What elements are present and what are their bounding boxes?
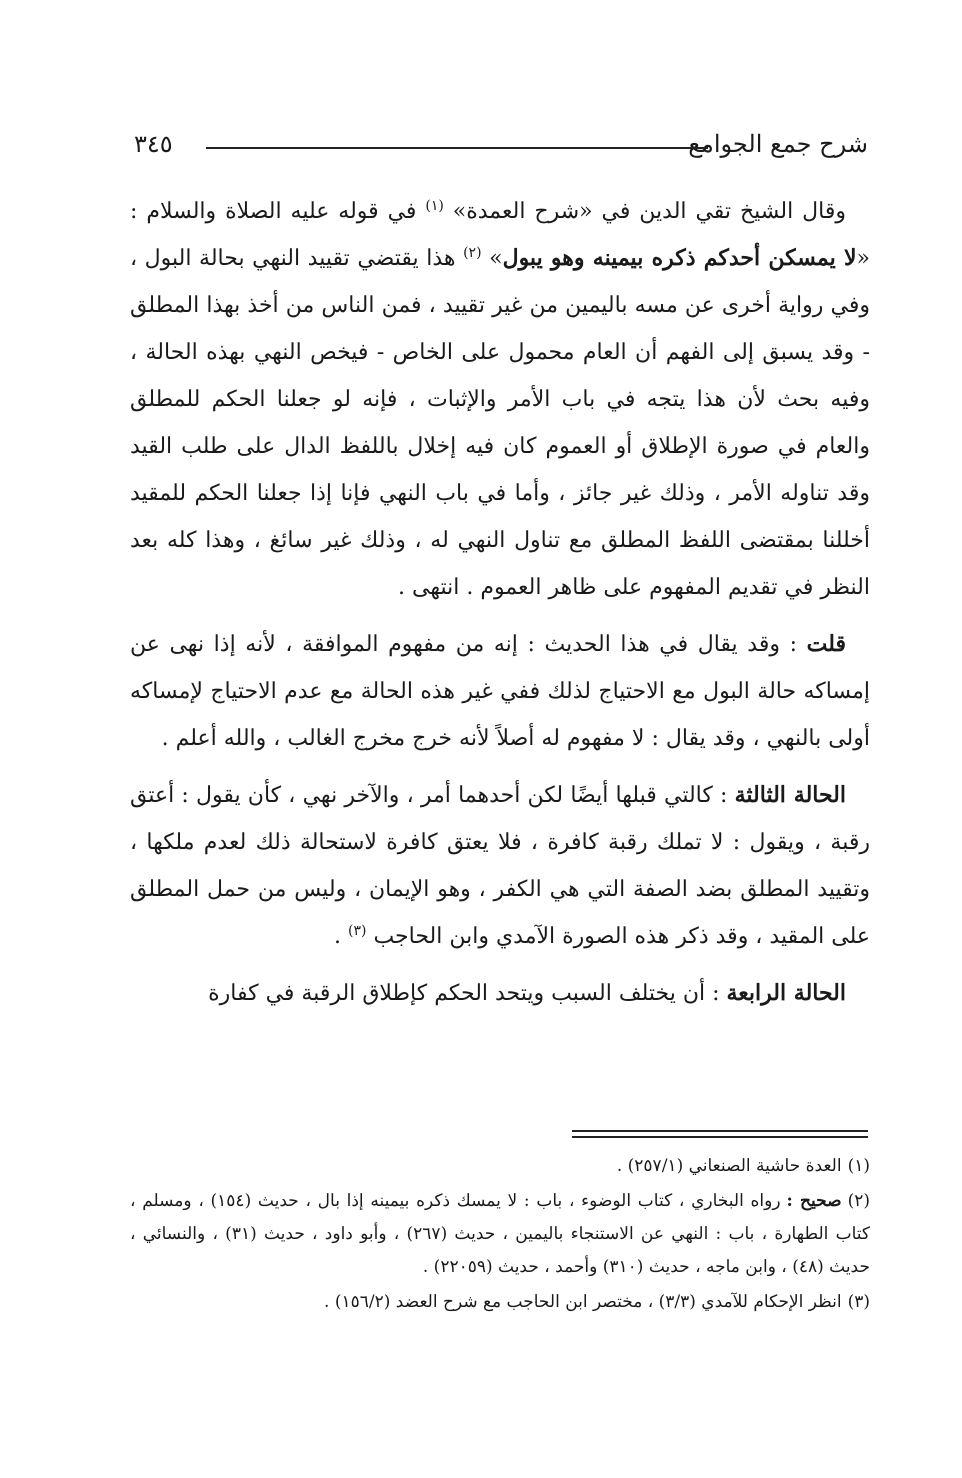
paragraph-3-text: : كالتي قبلها أيضًا لكن أحدهما أمر ، والآخر نهي ، كأن يقول : أعتق رقبة ، ويقول : لا تملك رقبة كافرة ، فلا يعتق كافرة لاستحالة ذلك لعدم ملكها ، وتقييد المطلق بضد الصفة التي هي الكفر ، وهو الإيمان ، وليس من حمل المطلق على المقيد ، وقد ذكر هذه الصورة الآمدي وابن الحاجب <box>130 783 870 949</box>
footnote-3-text: انظر الإحكام للآمدي (٣/٣) ، مختصر ابن الحاجب مع شرح العضد (١٥٦/٢) . <box>324 1292 842 1312</box>
hadith-quote: لا يمسكن أحدكم ذكره بيمينه وهو يبول <box>502 245 857 271</box>
paragraph-2 <box>130 621 870 762</box>
paragraph-4-lead: الحالة الرابعة <box>726 980 846 1006</box>
page-number: ٣٤٥ <box>134 130 173 158</box>
footnote-1-text: العدة حاشية الصنعاني (٢٥٧/١) . <box>616 1156 842 1176</box>
paragraph-3 <box>130 772 870 960</box>
running-header <box>134 128 868 168</box>
footnote-3-number: (٣) <box>847 1292 870 1312</box>
footnote-2-text: رواه البخاري ، كتاب الوضوء ، باب : لا يمسك ذكره بيمينه إذا بال ، حديث (١٥٤) ، ومسلم ، كتاب الطهارة ، باب : النهي عن الاستنجاء باليمين ، حديث (٢٦٧) ، وأبو داود ، حديث (٣١) ، والنسائي ، حديث (٤٨) ، وابن ماجه ، حديث (٣١٠) وأحمد ، حديث (٢٢٠٥٩) . <box>130 1191 871 1277</box>
header-rule <box>206 147 708 149</box>
footnote-1 <box>130 1150 870 1183</box>
footnote-2 <box>130 1185 870 1284</box>
paragraph-1-text-a: وقال الشيخ تقي الدين في «شرح العمدة» <box>452 199 846 224</box>
paragraph-1-text-c: هذا يقتضي تقييد النهي بحالة البول ، وفي رواية أخرى عن مسه باليمين من غير تقييد ، فمن الناس من أخذ بهذا المطلق - وقد يسبق إلى الفهم أن العام محمول على الخاص - فيخص النهي بهذه الحالة ، وفيه بحث لأن هذا يتجه في باب الأمر والإثبات ، فإنه لو جعلنا الحكم للمطلق والعام في صورة الإطلاق أو العموم كان فيه إخلال باللفظ الدال على طلب القيد وقد تناوله الأمر ، وذلك غير جائز ، وأما في باب النهي فإنا إذا جعلنا الحكم للمقيد أخللنا بمقتضى اللفظ المطلق مع تناول النهي له ، وذلك غير سائغ ، وهذا كله بعد النظر في تقديم المفهوم على ظاهر العموم . انتهى . <box>130 246 870 600</box>
main-text <box>130 188 870 1027</box>
footnote-1-number: (١) <box>847 1156 870 1176</box>
paragraph-3-lead: الحالة الثالثة <box>734 782 846 808</box>
book-title: شرح جمع الجوامع <box>688 130 868 158</box>
footnote-2-number: (٢) <box>847 1191 870 1211</box>
paragraph-4 <box>130 970 870 1017</box>
paragraph-1-text-b: في قوله عليه الصلاة والسلام : « <box>130 199 870 271</box>
paragraph-3-end: . <box>333 924 341 949</box>
footnote-2-grade: صحيح : <box>786 1191 842 1211</box>
footnote-ref-3: (٣) <box>347 923 367 939</box>
paragraph-4-text: : أن يختلف السبب ويتحد الحكم كإطلاق الرقبة في كفارة <box>208 981 720 1006</box>
paragraph-2-text: : وقد يقال في هذا الحديث : إنه من مفهوم الموافقة ، لأنه إذا نهى عن إمساكه حالة البول مع الاحتياج لذلك ففي غير هذه الحالة مع عدم الاحتياج لإمساكه أولى بالنهي ، وقد يقال : لا مفهوم له أصلاً لأنه خرج مخرج الغالب ، والله أعلم . <box>130 632 870 751</box>
quote-close: » <box>489 246 503 271</box>
footnote-ref-2: (٢) <box>463 245 482 261</box>
footnotes <box>130 1150 870 1321</box>
footnote-3 <box>130 1286 870 1319</box>
footnote-ref-1: (١) <box>425 198 444 214</box>
paragraph-2-lead: قلت <box>806 631 846 657</box>
paragraph-1 <box>130 188 870 611</box>
footnote-separator <box>572 1130 868 1138</box>
